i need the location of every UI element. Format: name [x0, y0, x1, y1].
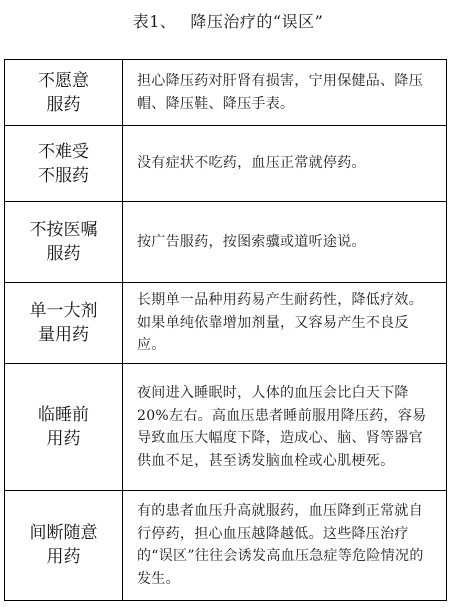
table-title	[0, 10, 456, 34]
row-text-intermittent	[137, 491, 433, 599]
row-label-not-per-prescription: 不按医嘱 服药	[29, 220, 98, 264]
row-text-single-high-dose	[137, 283, 433, 363]
row-text-no-symptoms	[137, 126, 433, 201]
row-text-intermittent-content: 有的患者血压升高就服药，血压降到正常就自行停药，担心血压越降越低。这些降压治疗的“误区”往往会诱发高血压急症等危险情况的发生。	[137, 503, 424, 587]
column-divider	[122, 60, 123, 600]
row-text-no-symptoms-content: 没有症状不吃药，血压正常就停药。	[137, 155, 366, 172]
row-label-no-symptoms: 不难受 不服药	[38, 141, 89, 186]
row-label-unwilling: 不愿意 服药	[38, 70, 89, 115]
row-label-single-high-dose: 单一大剂 量用药	[29, 301, 98, 345]
row-label-bedtime-dose: 临睡前 用药	[38, 405, 89, 449]
row-text-bedtime-dose	[137, 364, 433, 490]
row-text-unwilling-content: 担心降压药对肝肾有损害，宁用保健品、降压帽、降压鞋、降压手表。	[137, 73, 423, 112]
row-text-not-per-prescription-content: 按广告服药，按图索骥或道听途说。	[137, 233, 366, 250]
row-text-bedtime-dose-content: 夜间进入睡眠时，人体的血压会比白天下降20%左右。高血压患者睡前服用降压药，容易导致血压大幅度下降，造成心、脑、肾等器官供血不足，甚至诱发脑血栓或心肌梗死。	[137, 385, 427, 469]
row-label-intermittent: 间断随意 用药	[29, 523, 98, 567]
row-text-unwilling	[137, 60, 433, 125]
table-title-number: 表1、	[132, 12, 177, 31]
table-title-text: 降压治疗的“误区”	[190, 12, 324, 31]
misconceptions-table	[4, 59, 447, 601]
row-text-single-high-dose-content: 长期单一品种用药易产生耐药性，降低疗效。如果单纯依靠增加剂量，又容易产生不良反应。	[137, 292, 423, 354]
row-text-not-per-prescription	[137, 202, 433, 282]
